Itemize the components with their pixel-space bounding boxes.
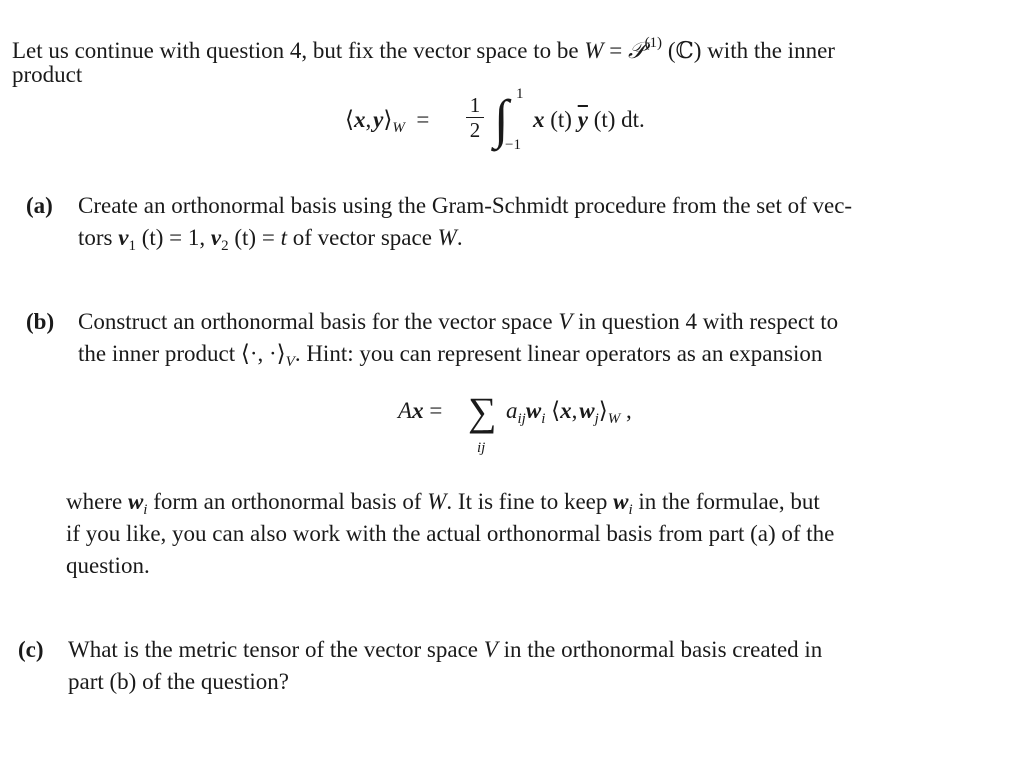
vector-y: y — [373, 107, 384, 132]
part-a-line-2 — [78, 222, 463, 262]
angle-open: ⟨ — [551, 398, 561, 423]
subscript-V: V — [285, 354, 295, 370]
part-b-text: in the formulae, but — [638, 489, 820, 514]
space-symbol-W: W — [437, 225, 457, 250]
summation-index: ij — [477, 440, 486, 456]
space-symbol-V: V — [558, 309, 573, 334]
part-a-label: (a) — [26, 193, 53, 218]
part-c-line-2: part (b) of the question? — [68, 669, 289, 694]
coefficient-a: a — [506, 398, 518, 423]
part-b-text: . Hint: you can represent linear operators as an expansion — [294, 341, 823, 366]
part-b-text: Construct an orthonormal basis for the vector space — [78, 309, 553, 334]
subscript-1: 1 — [128, 238, 136, 254]
space-symbol-V: V — [483, 637, 498, 662]
intro-line-1 — [12, 28, 835, 66]
intro-text-2: product — [12, 62, 83, 87]
subscript-W: W — [392, 120, 405, 136]
equals-sign: = — [609, 38, 623, 63]
subscript-W: W — [607, 411, 621, 427]
argument-t: (t) — [550, 107, 572, 132]
expansion-rhs — [506, 398, 632, 428]
part-b-text: form an orthonormal basis of — [153, 489, 422, 514]
part-b-line-2 — [78, 338, 822, 378]
intro-text-end: with the inner — [707, 38, 835, 63]
equals-sign: = — [416, 107, 430, 132]
subscript-ij: ij — [517, 411, 526, 427]
vector-x: x — [560, 398, 572, 423]
part-b-text: where — [66, 489, 123, 514]
integral-sign: ∫ — [494, 89, 509, 149]
part-c-label: (c) — [18, 637, 44, 662]
subscript-2: 2 — [221, 238, 229, 254]
vector-w: w — [613, 489, 629, 514]
comma: , — [626, 398, 632, 423]
subscript-j: j — [594, 411, 599, 427]
v2-definition: (t) = — [234, 225, 275, 250]
differential-dt: dt. — [621, 107, 645, 132]
space-symbol-W: W — [584, 38, 604, 63]
part-b-para-line-2: if you like, you can also work with the actual orthonormal basis from part (a) of the — [66, 521, 835, 546]
polynomial-space-symbol: 𝒫 — [627, 38, 645, 63]
part-c-text: in the orthonormal basis created in — [503, 637, 823, 662]
inner-product-symbol: ⟨·, ·⟩ — [240, 341, 286, 366]
part-a-text: of vector space — [292, 225, 432, 250]
summation-sign: ∑ — [468, 389, 497, 434]
angle-close: ⟩ — [598, 398, 608, 423]
argument-t: (t) — [593, 107, 616, 132]
integral-upper-limit: 1 — [516, 86, 524, 102]
vector-w: w — [579, 398, 595, 423]
angle-close: ⟩ — [383, 107, 393, 132]
period: . — [456, 225, 463, 250]
variable-t: t — [280, 225, 287, 250]
part-b-label: (b) — [26, 309, 55, 334]
expansion-lhs — [398, 398, 442, 424]
operator-A: A — [398, 398, 413, 423]
part-a-line-1: Create an orthonormal basis using the Gram-Schmidt procedure from the set of vec- — [78, 193, 853, 218]
part-c-text: What is the metric tensor of the vector space — [68, 637, 479, 662]
polynomial-degree: (1) — [644, 35, 663, 51]
fraction-denominator: 2 — [469, 118, 481, 142]
angle-open: ⟨ — [345, 107, 354, 132]
v1-definition: (t) = 1, — [141, 225, 206, 250]
fraction-one-half — [466, 94, 484, 141]
part-b-line-1 — [78, 306, 838, 337]
vector-v1: v — [118, 225, 129, 250]
vector-x: x — [353, 107, 366, 132]
vector-x: x — [412, 398, 424, 423]
vector-w: w — [525, 398, 542, 423]
comma: , — [571, 398, 578, 423]
part-b-para-line-3: question. — [66, 553, 150, 578]
inner-product-lhs — [345, 107, 429, 137]
intro-line-2 — [12, 59, 82, 90]
space-symbol-W: W — [427, 489, 447, 514]
intro-text: Let us continue with question 4, but fix the vector space to be — [12, 38, 579, 63]
integrand — [533, 107, 645, 133]
subscript-i: i — [628, 502, 633, 518]
subscript-i: i — [541, 411, 546, 427]
part-b-text: . It is fine to keep — [446, 489, 608, 514]
part-b-text: the inner product — [78, 341, 236, 366]
vector-y-conjugate: $\overline{y}$ — [577, 107, 588, 132]
part-c-line-1 — [68, 634, 822, 665]
fraction-numerator: 1 — [469, 93, 481, 117]
vector-x: x — [533, 107, 545, 132]
part-a-text: tors — [78, 225, 113, 250]
equals-sign: = — [429, 398, 443, 423]
vector-v2: v — [210, 225, 222, 250]
complex-field-symbol: (ℂ) — [667, 38, 702, 63]
part-b-text: in question 4 with respect to — [578, 309, 839, 334]
subscript-i: i — [143, 502, 148, 518]
vector-w: w — [127, 489, 144, 514]
integral-lower-limit: −1 — [505, 137, 521, 153]
comma: , — [365, 107, 372, 132]
